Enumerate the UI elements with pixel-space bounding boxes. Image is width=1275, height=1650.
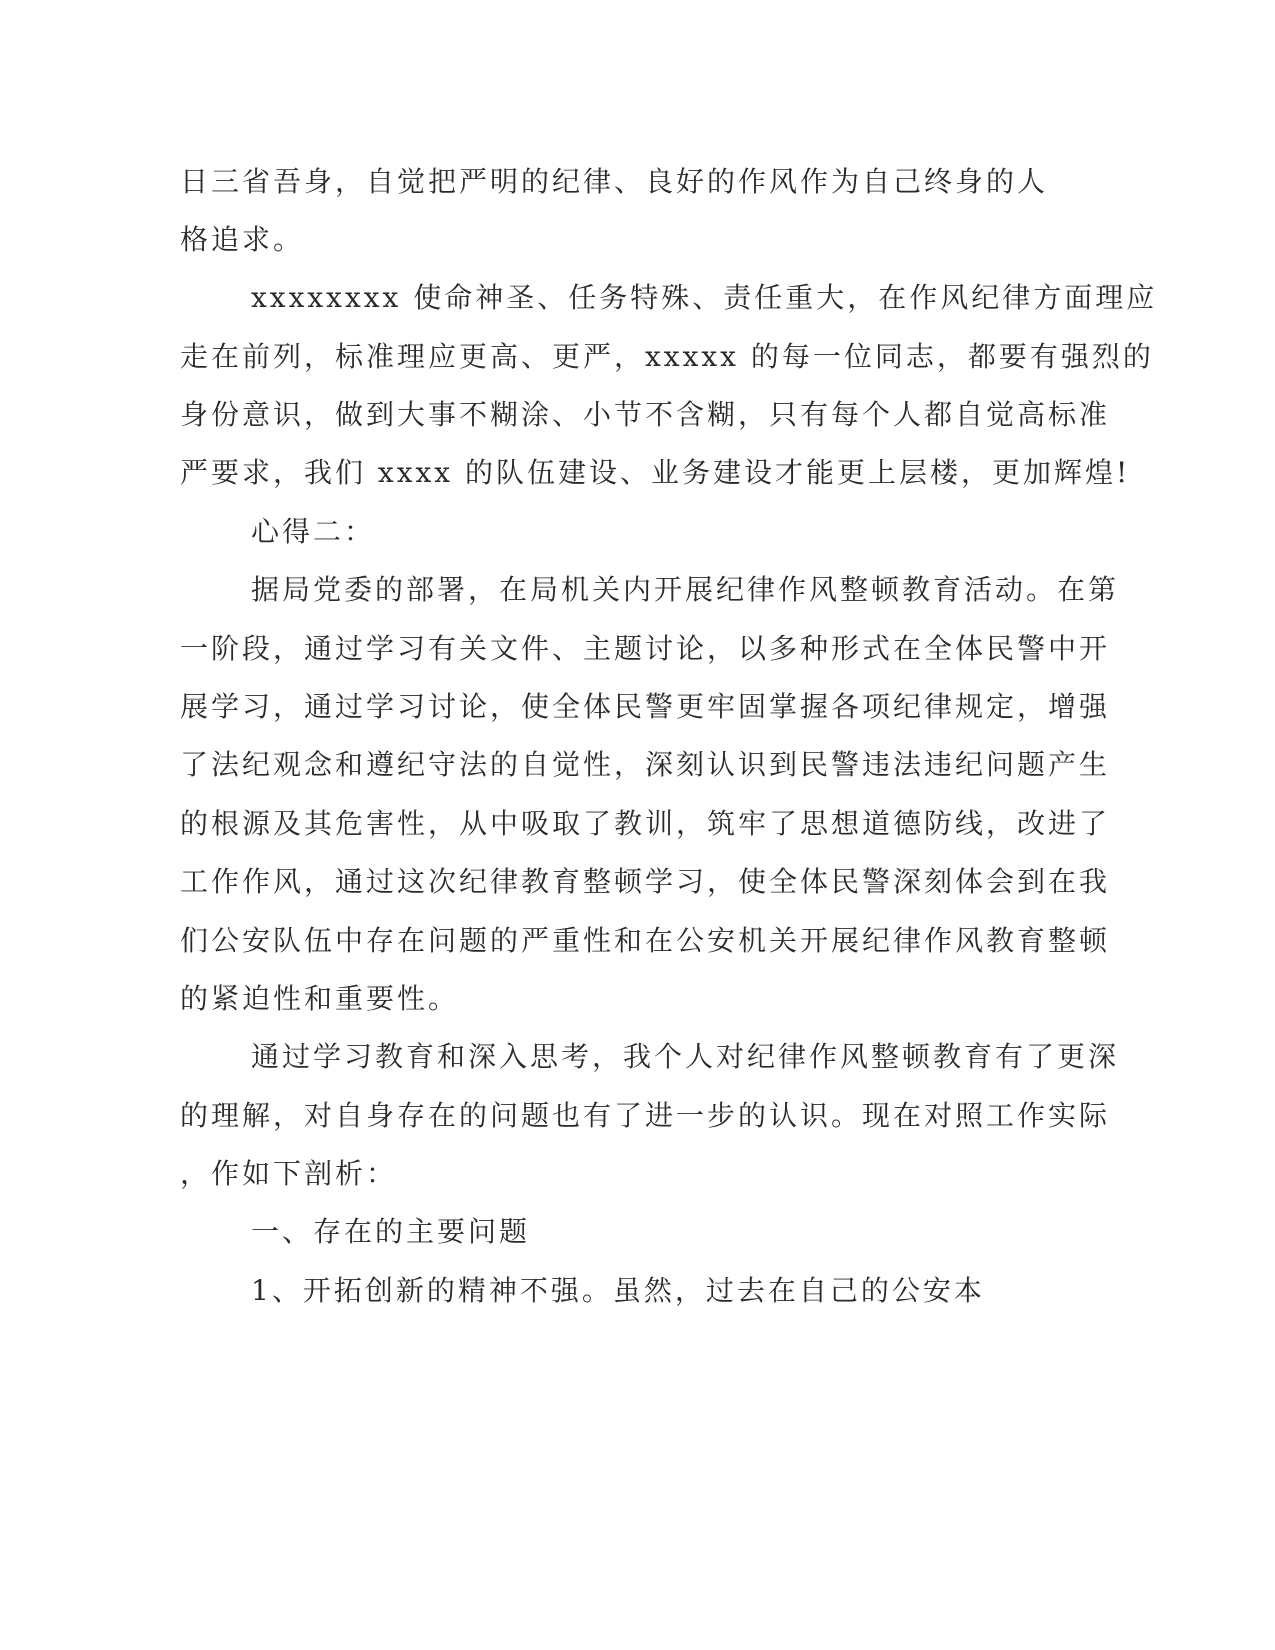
body-text-line: 严要求，我们 xxxx 的队伍建设、业务建设才能更上层楼，更加辉煌! <box>180 456 1131 489</box>
body-text-line: 工作作风，通过这次纪律教育整顿学习，使全体民警深刻体会到在我 <box>180 865 1111 898</box>
body-text-line: 身份意识，做到大事不糊涂、小节不含糊，只有每个人都自觉高标准 <box>180 398 1111 431</box>
paragraph-first-line: xxxxxxxx 使命神圣、任务特殊、责任重大，在作风纪律方面理应 <box>251 281 1158 314</box>
body-text-line: 的根源及其危害性，从中吸取了教训，筑牢了思想道德防线，改进了 <box>180 807 1111 840</box>
body-text-line: 的紧迫性和重要性。 <box>180 982 460 1015</box>
body-text-line: 格追求。 <box>180 223 305 256</box>
section-heading: 一、存在的主要问题 <box>251 1215 531 1248</box>
paragraph-first-line: 通过学习教育和深入思考，我个人对纪律作风整顿教育有了更深 <box>251 1040 1120 1073</box>
body-text-line: ，作如下剖析： <box>180 1157 398 1190</box>
body-text-line: 的理解，对自身存在的问题也有了进一步的认识。现在对照工作实际 <box>180 1099 1111 1132</box>
body-text-line: 一阶段，通过学习有关文件、主题讨论，以多种形式在全体民警中开 <box>180 632 1111 665</box>
list-item: 1、开拓创新的精神不强。虽然，过去在自己的公安本 <box>251 1274 985 1307</box>
body-text-line: 展学习，通过学习讨论，使全体民警更牢固掌握各项纪律规定，增强 <box>180 690 1111 723</box>
body-text-line: 了法纪观念和遵纪守法的自觉性，深刻认识到民警违法违纪问题产生 <box>180 748 1111 781</box>
body-text-line: 走在前列，标准理应更高、更严，xxxxx 的每一位同志，都要有强烈的 <box>180 340 1154 373</box>
body-text-line: 日三省吾身，自觉把严明的纪律、良好的作风作为自己终身的人 <box>180 165 1049 198</box>
body-text-line: 们公安队伍中存在问题的严重性和在公安机关开展纪律作风教育整顿 <box>180 924 1111 957</box>
section-heading: 心得二： <box>251 515 376 548</box>
paragraph-first-line: 据局党委的部署，在局机关内开展纪律作风整顿教育活动。在第 <box>251 573 1120 606</box>
